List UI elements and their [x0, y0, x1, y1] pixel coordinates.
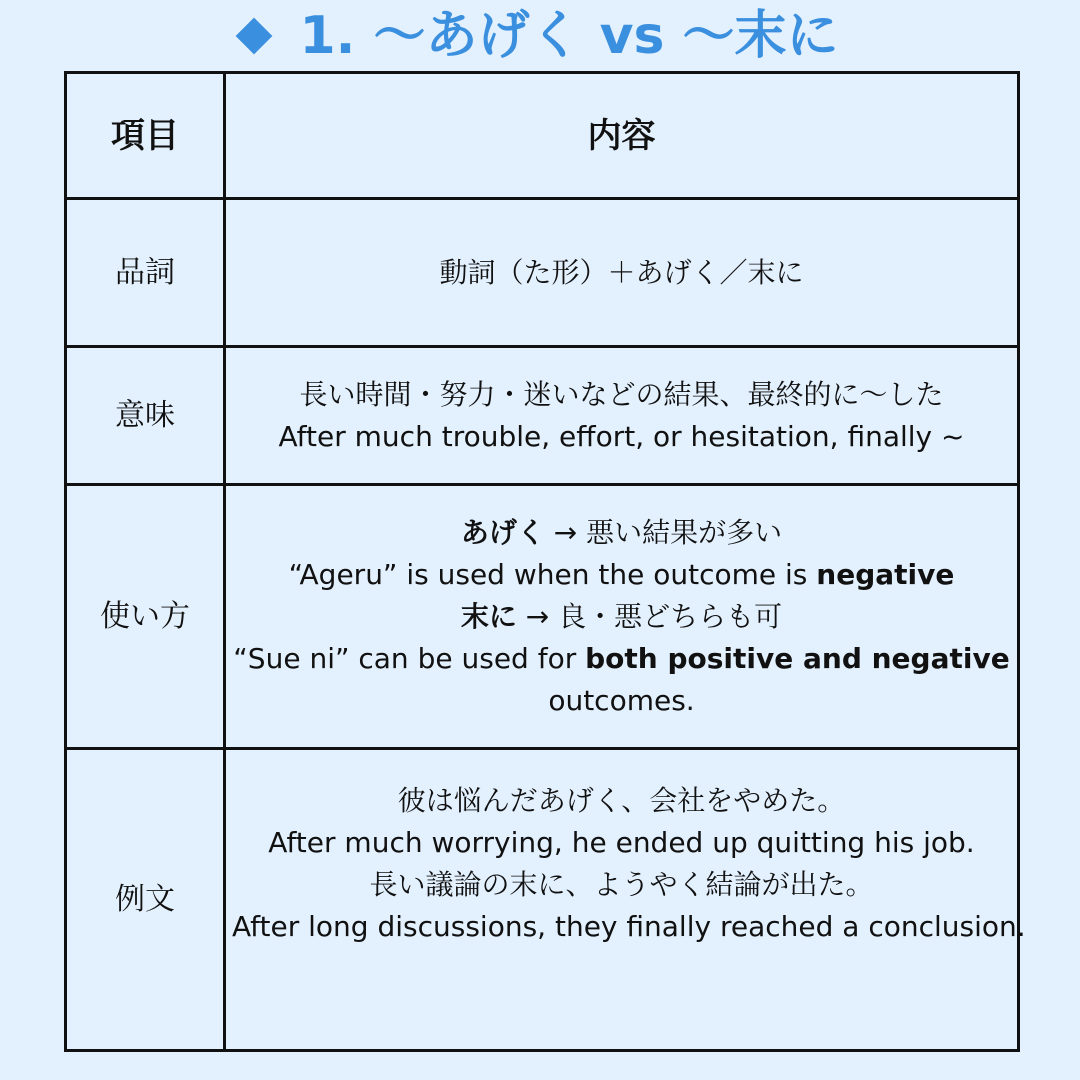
usage-sueni-en-bold: both positive and negative — [585, 641, 1010, 675]
example-content — [225, 749, 1026, 1051]
usage-sueni-term: 末に — [460, 599, 517, 633]
page-title — [0, 4, 1080, 68]
usage-sueni-en-line — [232, 638, 1011, 680]
usage-ageku-en-pre: “Ageru” is used when the outcome is — [288, 557, 817, 591]
header-content: 内容 — [225, 73, 1019, 199]
row-meaning — [66, 347, 1019, 485]
usage-ageku-rest: → 悪い結果が多い — [544, 515, 783, 549]
usage-ageku-en-bold: negative — [816, 557, 955, 591]
example-2-ja: 長い議論の末に、ようやく結論が出た。 — [369, 868, 874, 901]
row-example — [66, 749, 1019, 1051]
example-2-en: After long discussions, they finally reached a conclusion. — [232, 910, 1026, 943]
meaning-label: 意味 — [66, 347, 225, 485]
meaning-en: After much trouble, effort, or hesitation, finally ~ — [278, 419, 965, 453]
header-item: 項目 — [66, 73, 225, 199]
title-text: 1. 〜あげく vs 〜末に — [299, 6, 839, 66]
pos-content: 動詞（た形）＋あげく／末に — [225, 199, 1019, 347]
usage-ageku-line — [232, 512, 1011, 554]
usage-label: 使い方 — [66, 485, 225, 749]
usage-sueni-en-post: outcomes. — [548, 683, 695, 717]
usage-sueni-line — [232, 596, 1011, 638]
usage-sueni-en-pre: “Sue ni” can be used for — [233, 641, 586, 675]
meaning-content — [225, 347, 1019, 485]
example-1-en: After much worrying, he ended up quitting his job. — [268, 826, 975, 859]
usage-content — [225, 485, 1019, 749]
meaning-ja: 長い時間・努力・迷いなどの結果、最終的に〜した — [299, 377, 944, 411]
example-1-ja: 彼は悩んだあげく、会社をやめた。 — [397, 784, 846, 817]
grammar-table — [64, 71, 1026, 1052]
diamond-icon — [236, 18, 273, 55]
pos-label: 品詞 — [66, 199, 225, 347]
row-part-of-speech — [66, 199, 1019, 347]
example-label: 例文 — [66, 749, 225, 1051]
usage-sueni-rest: → 良・悪どちらも可 — [516, 599, 783, 633]
row-usage — [66, 485, 1019, 749]
usage-ageku-en-line — [232, 554, 1011, 596]
usage-ageku-term: あげく — [460, 515, 545, 549]
header-row — [66, 73, 1019, 199]
